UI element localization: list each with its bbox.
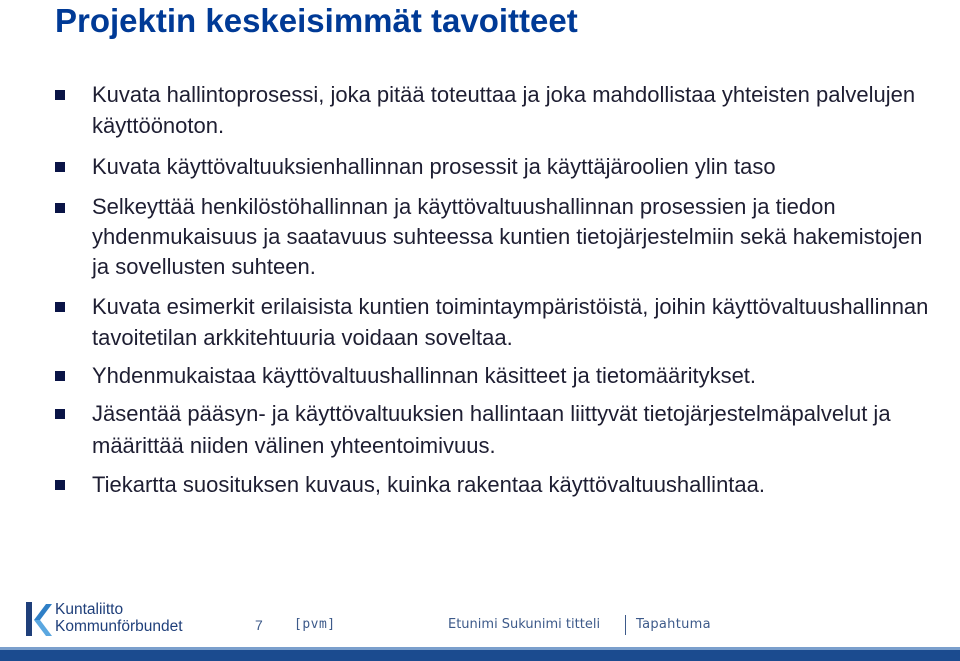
event-name: Tapahtuma <box>636 617 711 632</box>
logo-line-1: Kuntaliitto <box>55 601 124 618</box>
footer-bar <box>0 647 960 661</box>
bullet-text: Kuvata käyttövaltuuksienhallinnan prosessit ja käyttäjäroolien ylin taso <box>92 154 776 179</box>
presenter-info: Etunimi Sukunimi titteli <box>448 617 601 632</box>
bullet-list <box>55 79 935 500</box>
date-placeholder: [pvm] <box>294 617 336 632</box>
bullet-text: Kuvata esimerkit erilaisista kuntien toimintaympäristöistä, joihin käyttövaltuushallinnan tavoitetilan arkkitehtuuria voidaan soveltaa. <box>92 294 929 350</box>
slide-title: Projektin keskeisimmät tavoitteet <box>55 2 578 39</box>
square-bullet-icon <box>55 162 65 172</box>
logo-wordmark <box>55 601 183 635</box>
square-bullet-icon <box>55 302 65 312</box>
bullet-text: Jäsentää pääsyn- ja käyttövaltuuksien hallintaan liittyvät tietojärjestelmäpalvelut ja määrittää niiden välinen yhteentoimivuus. <box>92 401 891 458</box>
bullet-text: Yhdenmukaistaa käyttövaltuushallinnan käsitteet ja tietomääritykset. <box>92 363 757 388</box>
square-bullet-icon <box>55 203 65 213</box>
square-bullet-icon <box>55 90 65 100</box>
square-bullet-icon <box>55 409 65 419</box>
kuntaliitto-logo <box>24 598 194 640</box>
bullet-item <box>55 151 935 182</box>
bullet-item <box>55 469 935 500</box>
bullet-item <box>55 291 935 353</box>
footer-separator <box>625 615 626 635</box>
bullet-item <box>55 79 935 141</box>
bullet-text: Selkeyttää henkilöstöhallinnan ja käyttövaltuushallinnan prosessien ja tiedon yhdenmukaisuus ja saatavuus suhteessa kuntien tietojärjestelmiin sekä hakemistojen ja sovellusten suhteen. <box>92 194 923 279</box>
bullet-item <box>55 192 935 282</box>
logo-line-2: Kommunförbundet <box>55 618 183 635</box>
bullet-item <box>55 360 935 391</box>
kuntaliitto-emblem-icon <box>24 600 54 638</box>
bullet-item <box>55 398 935 462</box>
square-bullet-icon <box>55 480 65 490</box>
bullet-text: Kuvata hallintoprosessi, joka pitää toteuttaa ja joka mahdollistaa yhteisten palvelujen käyttöönoton. <box>92 82 916 138</box>
square-bullet-icon <box>55 371 65 381</box>
page-number: 7 <box>255 617 263 633</box>
bullet-text: Tiekartta suosituksen kuvaus, kuinka rakentaa käyttövaltuushallintaa. <box>92 472 765 497</box>
footer-bar-highlight <box>0 647 960 650</box>
